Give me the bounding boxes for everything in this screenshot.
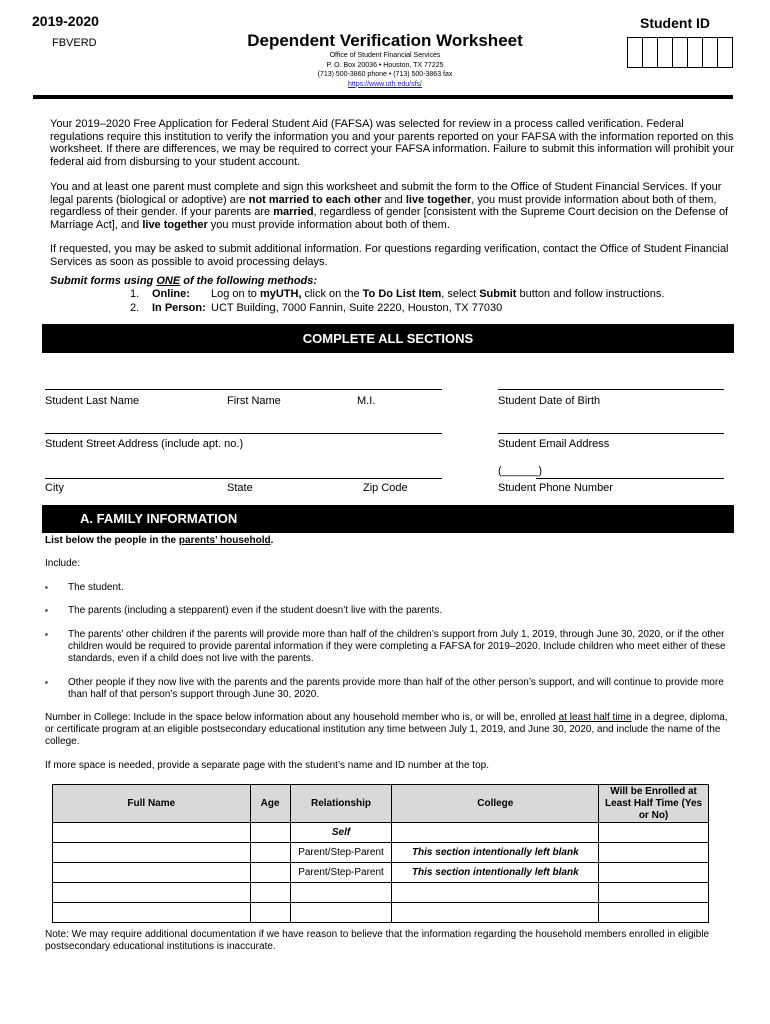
table-row bbox=[53, 883, 709, 903]
cell-full-name[interactable] bbox=[53, 883, 251, 903]
college-underlined: at least half time bbox=[558, 712, 632, 723]
form-year: 2019-2020 bbox=[32, 13, 99, 29]
col-header: Age bbox=[250, 785, 290, 823]
state-label: State bbox=[227, 482, 253, 494]
list-instruction bbox=[45, 535, 273, 547]
cell-full-name[interactable] bbox=[53, 843, 251, 863]
first-name-label: First Name bbox=[227, 395, 281, 407]
bullet-icon: ▪ bbox=[45, 678, 48, 687]
page-title: Dependent Verification Worksheet bbox=[247, 31, 523, 50]
cell-college[interactable] bbox=[392, 823, 599, 843]
include-item-4: Other people if they now live with the parents and the parents provide more than half of the other person’s support, and will continue to provide more than half of that person’s support through June 30, 2020. bbox=[68, 677, 724, 700]
include-item-1: The student. bbox=[68, 582, 124, 593]
bullet-icon: ▪ bbox=[45, 630, 48, 639]
intro-text: you must provide information about both of them. bbox=[207, 218, 450, 231]
bullet-icon: ▪ bbox=[45, 583, 48, 592]
household-table bbox=[52, 784, 709, 923]
cell-enrolled[interactable] bbox=[599, 883, 709, 903]
cell-relationship[interactable] bbox=[290, 903, 392, 923]
cell-age[interactable] bbox=[250, 843, 290, 863]
method-1-number: 1. bbox=[130, 288, 140, 300]
student-id-digit[interactable] bbox=[688, 38, 703, 67]
col-header: College bbox=[392, 785, 599, 823]
method-bold: To Do List Item bbox=[362, 288, 442, 300]
name-line[interactable] bbox=[45, 389, 442, 390]
cell-age[interactable] bbox=[250, 823, 290, 843]
student-id-digit[interactable] bbox=[628, 38, 643, 67]
city-label: City bbox=[45, 482, 64, 494]
student-id-digit[interactable] bbox=[643, 38, 658, 67]
note-text: Note: We may require additional documentation if we have reason to believe that the information regarding the household members enrolled in eligible postsecondary educational institutions is inaccurate. bbox=[45, 929, 710, 952]
intro-bold: live together bbox=[405, 193, 472, 206]
method-1-text bbox=[211, 288, 664, 300]
include-label: Include: bbox=[45, 558, 81, 569]
office-name: Office of Student Financial Services bbox=[329, 52, 441, 59]
intro-bold: not married to each other bbox=[248, 193, 382, 206]
cell-enrolled[interactable] bbox=[599, 903, 709, 923]
cell-college[interactable] bbox=[392, 903, 599, 923]
cell-full-name[interactable] bbox=[53, 863, 251, 883]
office-phones: (713) 500-3860 phone • (713) 500-3863 fax bbox=[317, 71, 453, 78]
include-item-3: The parents’ other children if the parents will provide more than half of the children’s support from July 1, 2019, through June 30, 2020, or if the other children would be required to provide parental information if they were completing a FAFSA for 2019–2020. Include children who meet either of these standards, even if a child does not live with the parents. bbox=[68, 629, 726, 664]
cell-college: This section intentionally left blank bbox=[392, 843, 599, 863]
intro-text: and bbox=[381, 193, 406, 206]
complete-all-sections-banner: COMPLETE ALL SECTIONS bbox=[42, 324, 734, 353]
header-divider bbox=[33, 95, 733, 99]
method-text: button and follow instructions. bbox=[516, 288, 665, 300]
col-header: Will be Enrolled at Least Half Time (Yes or No) bbox=[599, 785, 709, 823]
cell-relationship[interactable] bbox=[290, 883, 392, 903]
table-row bbox=[53, 843, 709, 863]
cell-enrolled[interactable] bbox=[599, 863, 709, 883]
table-row bbox=[53, 823, 709, 843]
method-text: click on the bbox=[301, 288, 363, 300]
cell-age[interactable] bbox=[250, 863, 290, 883]
cell-full-name[interactable] bbox=[53, 903, 251, 923]
student-id-digit[interactable] bbox=[703, 38, 718, 67]
mi-label: M.I. bbox=[357, 395, 376, 407]
table-header-row bbox=[53, 785, 709, 823]
list-instruction-underlined: parents’ household bbox=[178, 535, 271, 546]
zip-label: Zip Code bbox=[363, 482, 408, 494]
intro-text: , you must provide information about both of them, regardless of their gender. If your parents are bbox=[50, 193, 717, 218]
college-text: in a degree, diploma, or certificate program at an eligible postsecondary educational institution any time between July 1, 2019, and June 30, 2020, and include the name of the college. bbox=[45, 712, 728, 747]
student-id-digit[interactable] bbox=[658, 38, 673, 67]
intro-paragraph-1: Your 2019–2020 Free Application for Federal Student Aid (FAFSA) was selected for review in a process called verification. Federal regulations require this institution to verify the information you and your parents reported on your FAFSA with the information reported on this worksheet. If there are differences, we may be required to correct your FAFSA information. Failure to submit this information will prohibit your federal aid from disbursing to your student account. bbox=[50, 118, 734, 168]
cell-enrolled[interactable] bbox=[599, 823, 709, 843]
method-2-number: 2. bbox=[130, 302, 140, 314]
student-id-digit[interactable] bbox=[718, 38, 732, 67]
cell-full-name[interactable] bbox=[53, 823, 251, 843]
last-name-label: Student Last Name bbox=[45, 395, 140, 407]
cell-college[interactable] bbox=[392, 883, 599, 903]
method-bold: myUTH, bbox=[259, 288, 302, 300]
more-space-text: If more space is needed, provide a separate page with the student’s name and ID number at the top. bbox=[45, 760, 489, 771]
intro-bold: married bbox=[273, 206, 314, 218]
phone-prefix: (______) bbox=[498, 465, 543, 477]
include-item-2: The parents (including a stepparent) even if the student doesn’t live with the parents. bbox=[68, 605, 443, 616]
method-1-label: Online: bbox=[152, 288, 190, 300]
section-a-banner bbox=[42, 505, 734, 533]
methods-heading-text: of the following methods: bbox=[180, 275, 318, 287]
section-a-title: A. FAMILY INFORMATION bbox=[80, 511, 238, 526]
cell-age[interactable] bbox=[250, 903, 290, 923]
intro-text: , regardless of gender [consistent with the Supreme Court decision on the Defense of Marriage Act], and bbox=[50, 206, 729, 231]
student-id-boxes[interactable] bbox=[627, 37, 733, 68]
intro-bold: live together bbox=[142, 218, 208, 231]
street-line[interactable] bbox=[45, 433, 442, 434]
cell-enrolled[interactable] bbox=[599, 843, 709, 863]
cell-relationship: Parent/Step-Parent bbox=[290, 843, 392, 863]
table-row bbox=[53, 863, 709, 883]
street-label: Student Street Address (include apt. no.) bbox=[45, 438, 244, 450]
cell-college: This section intentionally left blank bbox=[392, 863, 599, 883]
student-id-label: Student ID bbox=[640, 15, 710, 31]
cell-age[interactable] bbox=[250, 883, 290, 903]
methods-heading-one: ONE bbox=[156, 275, 181, 287]
city-state-zip-line[interactable] bbox=[45, 478, 442, 479]
number-in-college-text bbox=[45, 712, 737, 748]
cell-relationship: Self bbox=[290, 823, 392, 843]
bullet-icon: ▪ bbox=[45, 606, 48, 615]
office-address: P. O. Box 20036 • Houston, TX 77225 bbox=[326, 61, 444, 69]
methods-heading bbox=[50, 275, 317, 287]
method-2-text: UCT Building, 7000 Fannin, Suite 2220, Houston, TX 77030 bbox=[211, 302, 503, 314]
cell-relationship: Parent/Step-Parent bbox=[290, 863, 392, 883]
col-header: Relationship bbox=[290, 785, 392, 823]
methods-heading-text: Submit forms using bbox=[50, 275, 157, 287]
intro-text: You and at least one parent must complete and sign this worksheet and submit the form to the Office of Student Financial Services. If your legal parents (biological or adoptive) are bbox=[50, 181, 722, 206]
intro-paragraph-3: If requested, you may be asked to submit additional information. For questions regarding verification, contact the Office of Student Financial Services as soon as possible to avoid processing delays. bbox=[50, 243, 729, 268]
dob-line[interactable] bbox=[498, 389, 724, 390]
list-instruction-text: List below the people in the bbox=[45, 535, 179, 546]
method-bold: Submit bbox=[479, 288, 517, 300]
form-code: FBVERD bbox=[52, 37, 97, 49]
table-row bbox=[53, 903, 709, 923]
intro-paragraph-2 bbox=[50, 181, 740, 231]
phone-label: Student Phone Number bbox=[498, 482, 613, 494]
student-id-digit[interactable] bbox=[673, 38, 688, 67]
college-text: Number in College: Include in the space below information about any household member who is, or will be, enrolled bbox=[45, 712, 559, 723]
list-instruction-text: . bbox=[270, 535, 274, 546]
method-text: , select bbox=[441, 288, 480, 300]
email-line[interactable] bbox=[498, 433, 724, 434]
col-header: Full Name bbox=[53, 785, 251, 823]
office-url-link[interactable]: https://www.uth.edu/sfs/ bbox=[348, 80, 422, 88]
phone-line[interactable] bbox=[536, 478, 724, 479]
method-text: Log on to bbox=[211, 288, 260, 300]
email-label: Student Email Address bbox=[498, 438, 610, 450]
dob-label: Student Date of Birth bbox=[498, 395, 601, 407]
method-2-label: In Person: bbox=[152, 302, 206, 314]
